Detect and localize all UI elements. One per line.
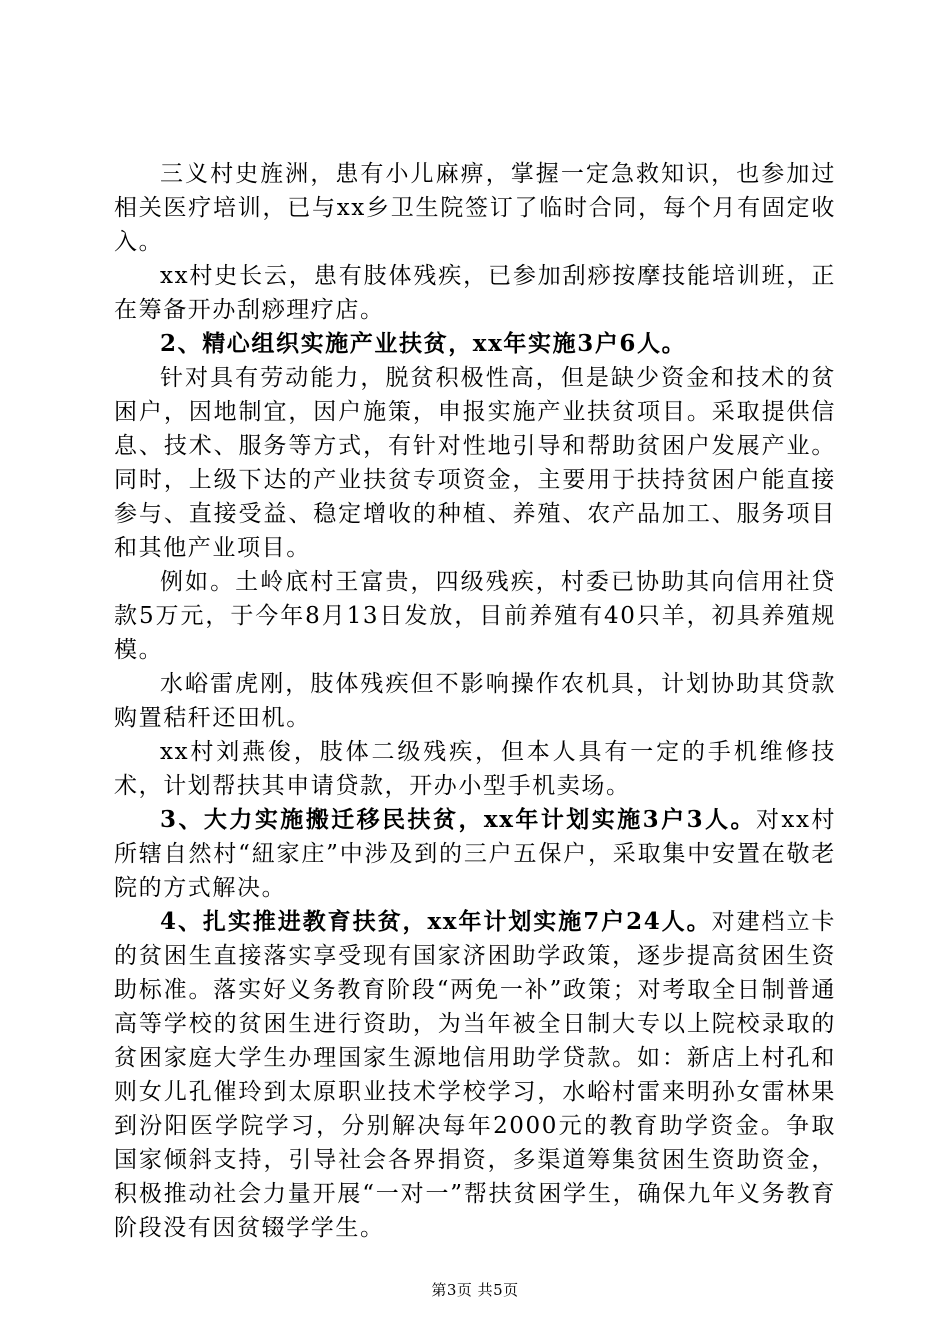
document-body xyxy=(114,157,836,1245)
paragraph-liu-yanjun xyxy=(114,735,836,803)
paragraph-text: xx村史长云，患有肢体残疾，已参加刮痧按摩技能培训班，正在筹备开办刮痧理疗店。 xyxy=(114,263,836,323)
paragraph-relocation-poverty-relief xyxy=(114,803,836,905)
paragraph-lead: 2、精心组织实施产业扶贫，xx年实施3户6人。 xyxy=(160,330,687,357)
paragraph-shi-changyun xyxy=(114,259,836,327)
paragraph-text: 对建档立卡的贫困生直接落实享受现有国家济困助学政策，逐步提高贫困生资助标准。落实好义务教育阶段“两免一补”政策；对考取全日制普通高等学校的贫困生进行资助，为当年被全日制大专以上院校录取的贫困家庭大学生办理国家生源地信用助学贷款。如：新店上村孔和则女儿孔催玲到太原职业技术学校学习，水峪村雷来明孙女雷林果到汾阳医学院学习，分别解决每年2000元的教育助学资金。争取国家倾斜支持，引导社会各界捐资，多渠道筹集贫困生资助资金，积极推动社会力量开展“一对一”帮扶贫困学生，确保九年义务教育阶段没有因贫辍学学生。 xyxy=(114,909,837,1241)
paragraph-text: 水峪雷虎刚，肢体残疾但不影响操作农机具，计划协助其贷款购置秸秆还田机。 xyxy=(114,671,836,731)
paragraph-text: 针对具有劳动能力，脱贫积极性高，但是缺少资金和技术的贫困户，因地制宜，因户施策，申报实施产业扶贫项目。采取提供信息、技术、服务等方式，有针对性地引导和帮助贫困户发展产业。同时，上级下达的产业扶贫专项资金，主要用于扶持贫困户能直接参与、直接受益、稳定增收的种植、养殖、农产品加工、服务项目和其他产业项目。 xyxy=(114,365,836,561)
paragraph-text: 三义村史旌洲，患有小儿麻痹，掌握一定急救知识，也参加过相关医疗培训，已与xx乡卫生院签订了临时合同，每个月有固定收入。 xyxy=(114,161,836,255)
page-number-footer: 第3页 共5页 xyxy=(431,1281,519,1299)
heading-industry-poverty-relief xyxy=(114,327,836,361)
paragraph-shi-jingzhou xyxy=(114,157,836,259)
paragraph-lead: 3、大力实施搬迁移民扶贫，xx年计划实施3户3人。 xyxy=(160,806,756,833)
paragraph-industry-description xyxy=(114,361,836,565)
paragraph-text: 对xx村所辖自然村“紐家庄”中涉及到的三户五保户，采取集中安置在敬老院的方式解决。 xyxy=(114,807,837,901)
paragraph-lead: 4、扎实推进教育扶贫，xx年计划实施7户24人。 xyxy=(160,908,712,935)
paragraph-education-poverty-relief xyxy=(114,905,836,1245)
paragraph-wang-fugui xyxy=(114,565,836,667)
paragraph-text: xx村刘燕俊，肢体二级残疾，但本人具有一定的手机维修技术，计划帮扶其申请贷款，开办小型手机卖场。 xyxy=(114,739,836,799)
paragraph-lei-hugang xyxy=(114,667,836,735)
paragraph-text: 例如。土岭底村王富贵，四级残疾，村委已协助其向信用社贷款5万元，于今年8月13日发放，目前养殖有40只羊，初具养殖规模。 xyxy=(114,569,836,663)
